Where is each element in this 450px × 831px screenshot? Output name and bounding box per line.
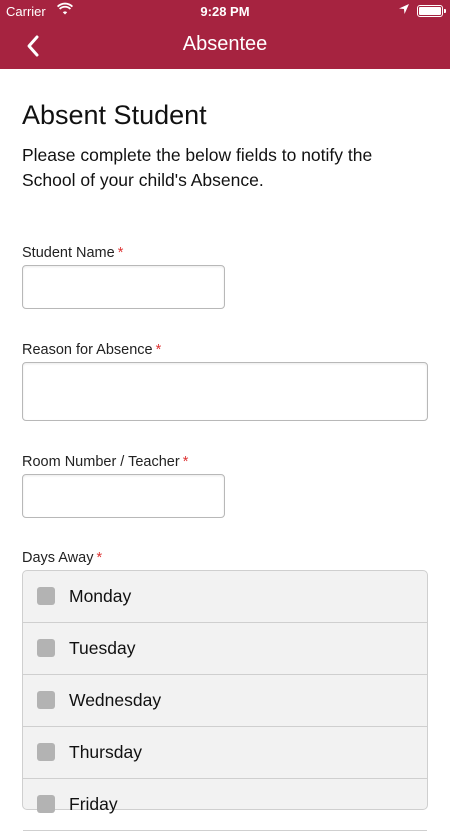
reason-label-text: Reason for Absence bbox=[22, 342, 153, 358]
carrier-label: Carrier bbox=[6, 4, 46, 19]
room-teacher-label bbox=[22, 454, 188, 470]
day-label: Wednesday bbox=[69, 690, 162, 710]
days-away-label-text: Days Away bbox=[22, 550, 94, 566]
checkbox[interactable] bbox=[37, 743, 55, 761]
days-away-list bbox=[22, 570, 428, 814]
form-intro-text: Please complete the below fields to notify the School of your child's Absence. bbox=[22, 145, 373, 190]
checkbox[interactable] bbox=[37, 691, 55, 709]
student-name-input[interactable] bbox=[22, 265, 225, 309]
day-label: Monday bbox=[69, 586, 132, 606]
app-header bbox=[0, 0, 450, 69]
clock: 9:28 PM bbox=[200, 4, 250, 19]
required-marker: * bbox=[182, 454, 189, 470]
checkbox[interactable] bbox=[37, 795, 55, 813]
days-away-label bbox=[22, 550, 102, 566]
day-option-monday[interactable] bbox=[23, 571, 427, 623]
student-name-label-text: Student Name bbox=[22, 245, 115, 261]
room-teacher-label-text: Room Number / Teacher bbox=[22, 454, 180, 470]
day-label: Friday bbox=[69, 794, 118, 814]
reason-label bbox=[22, 342, 161, 358]
required-marker: * bbox=[96, 550, 103, 566]
battery-icon bbox=[417, 5, 443, 17]
day-option-friday[interactable] bbox=[23, 779, 427, 831]
required-marker: * bbox=[155, 342, 162, 358]
checkbox[interactable] bbox=[37, 587, 55, 605]
checkbox[interactable] bbox=[37, 639, 55, 657]
page-title: Absent Student bbox=[22, 100, 207, 130]
day-label: Thursday bbox=[69, 742, 142, 762]
status-bar bbox=[0, 0, 450, 22]
location-arrow-icon bbox=[398, 3, 410, 18]
page-header-title: Absentee bbox=[182, 33, 268, 55]
day-option-wednesday[interactable] bbox=[23, 675, 427, 727]
student-name-label bbox=[22, 245, 123, 261]
day-label: Tuesday bbox=[69, 638, 136, 658]
room-teacher-input[interactable] bbox=[22, 474, 225, 518]
day-option-thursday[interactable] bbox=[23, 727, 427, 779]
required-marker: * bbox=[117, 245, 124, 261]
reason-textarea[interactable] bbox=[22, 362, 428, 421]
day-option-tuesday[interactable] bbox=[23, 623, 427, 675]
nav-bar bbox=[0, 22, 450, 69]
